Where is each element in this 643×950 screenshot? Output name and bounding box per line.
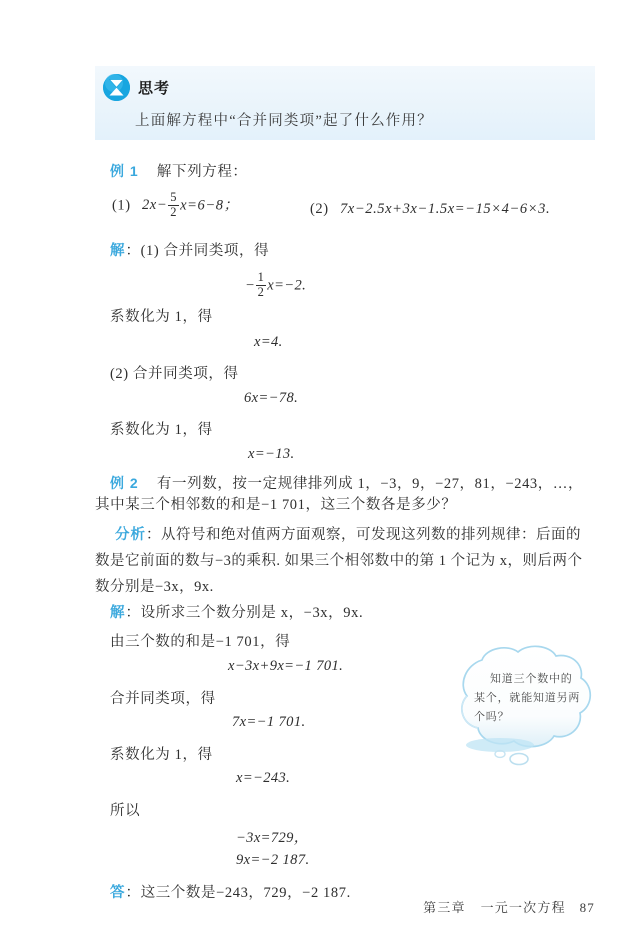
fraction-numerator: 1 (257, 270, 265, 284)
example1-equation-1 (112, 192, 239, 220)
example2-solution-line-0-text: ：设所求三个数分别是 x，−3x，9x. (125, 605, 364, 621)
footer-chapter-title: 一元一次方程 (480, 900, 566, 915)
thought-bubble-text: 知道三个数中的某个，就能知道另两个吗？ (474, 673, 581, 723)
example2-centered-eq-2: 7x=−1 701. (232, 714, 306, 730)
example2-solution-label: 解 (110, 605, 126, 621)
example1-centered-eq-3: 6x=−78. (244, 390, 299, 406)
example1-prompt: 解下列方程： (156, 164, 248, 180)
fraction-5-over-2 (168, 191, 179, 219)
example2-centered-eq-1: x−3x+9x=−1 701. (228, 658, 344, 674)
example1-solution-line-2: 系数化为 1，得 (110, 309, 213, 325)
think-header (103, 74, 170, 101)
think-callout-box (95, 66, 595, 140)
thought-bubble (452, 642, 602, 807)
example2-answer (110, 880, 351, 906)
example2-statement-line2: 其中某三个相邻数的和是−1 701，这三个数各是多少？ (95, 497, 457, 513)
example2-solution-line-7: 所以 (110, 803, 141, 819)
example1-equation-2 (310, 196, 550, 222)
fraction-numerator: 5 (170, 190, 178, 204)
fraction-denominator: 2 (170, 204, 178, 219)
fraction-denominator: 2 (257, 284, 265, 299)
footer-page-number: 87 (579, 900, 595, 915)
example1-eq1-lhs-a: 2x− (141, 197, 168, 214)
example1-centered-eq-4: x=−13. (248, 446, 295, 462)
example2-analysis (95, 522, 595, 600)
think-question: 上面解方程中“合并同类项”起了什么作用？ (135, 113, 433, 129)
eq1-suffix: x=−2. (267, 277, 307, 294)
example2-analysis-label: 分析 (115, 527, 146, 543)
example2-solution-line-0 (110, 600, 363, 626)
example2-statement-line1: 有一列数，按一定规律排列成 1，−3，9，−27，81，−243，…， (156, 476, 584, 492)
example2-centered-eq-3: x=−243. (236, 770, 291, 786)
think-title: 思考 (138, 80, 171, 97)
example2-answer-label: 答 (110, 885, 126, 901)
example1-eq1-index: (1) (112, 197, 131, 214)
example1-heading (110, 158, 248, 185)
example1-eq1-lhs-b: x=6−8； (180, 197, 239, 214)
eq1-prefix: − (246, 277, 255, 294)
hourglass-circle-icon (103, 74, 130, 101)
footer-chapter: 第三章 (423, 900, 466, 915)
example1-solution-line-6: 系数化为 1，得 (110, 422, 213, 438)
example1-solution-label: 解 (110, 243, 126, 259)
example1-eq2-index: (2) (310, 201, 329, 217)
example1-centered-eq-2: x=4. (254, 334, 283, 350)
example2-answer-text: ：这三个数是−243，729，−2 187. (125, 885, 351, 901)
page-footer (423, 897, 595, 916)
example2-centered-eq-5: 9x=−2 187. (236, 852, 310, 868)
example2-solution-line-1: 由三个数的和是−1 701，得 (110, 634, 291, 650)
example1-label: 例 1 (110, 163, 139, 179)
fraction-1-over-2 (256, 271, 267, 299)
example2-label: 例 2 (110, 475, 139, 491)
example1-eq2-text: 7x−2.5x+3x−1.5x=−15×4−6×3. (339, 201, 551, 217)
example1-solution-line-0 (110, 238, 269, 264)
example2-solution-line-3: 合并同类项，得 (110, 691, 216, 707)
example2-solution-line-5: 系数化为 1，得 (110, 747, 213, 763)
example2-analysis-text: ：从符号和绝对值两方面观察，可发现这列数的排列规律：后面的数是它前面的数与−3的乘积. 如果三个相邻数中的第 1 个记为 x，则后两个数分别是−3x，9x. (95, 527, 583, 595)
example1-centered-eq-1 (246, 272, 306, 300)
example1-solution-line-4: (2) 合并同类项，得 (110, 366, 239, 382)
example1-solution-line-0-text: ：(1) 合并同类项，得 (125, 243, 270, 259)
example2-centered-eq-4: −3x=729， (236, 830, 309, 846)
